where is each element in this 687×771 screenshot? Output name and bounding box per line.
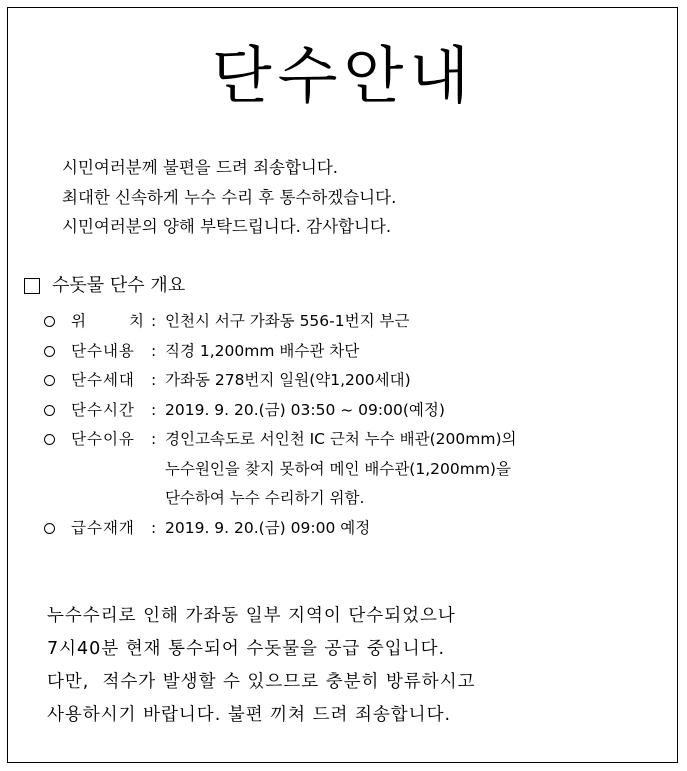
circle-bullet-icon bbox=[44, 316, 55, 327]
overview-heading-text: 수돗물 단수 개요 bbox=[52, 275, 186, 296]
detail-label: 급수재개 bbox=[71, 518, 135, 537]
detail-value-line: 단수하여 누수 수리하기 위함. bbox=[165, 489, 365, 507]
intro-line: 시민여러분의 양해 부탁드립니다. 감사합니다. bbox=[62, 217, 392, 236]
circle-bullet-icon bbox=[44, 523, 55, 534]
detail-colon: : bbox=[151, 312, 157, 330]
detail-colon: : bbox=[151, 341, 157, 360]
detail-value: 인천시 서구 가좌동 556-1번지 부근 bbox=[165, 312, 410, 330]
closing-line: 누수수리로 인해 가좌동 일부 지역이 단수되었으나 bbox=[47, 606, 456, 626]
detail-colon: : bbox=[151, 518, 157, 537]
detail-colon: : bbox=[151, 400, 157, 419]
detail-label: 단수내용 bbox=[71, 341, 135, 360]
detail-value: 직경 1,200mm 배수관 차단 bbox=[165, 341, 360, 360]
detail-label-part: 치 bbox=[129, 312, 145, 330]
detail-label-part: 위 bbox=[71, 312, 87, 330]
detail-label: 단수시간 bbox=[71, 400, 135, 419]
intro-line: 시민여러분께 불편을 드려 죄송합니다. bbox=[62, 158, 339, 177]
detail-row-reason bbox=[44, 425, 516, 514]
closing-line: 사용하시기 바랍니다. 불편 끼쳐 드려 죄송합니다. bbox=[47, 705, 452, 725]
detail-row-time bbox=[44, 396, 516, 426]
detail-value: 2019. 9. 20.(금) 03:50 ~ 09:00(예정) bbox=[165, 400, 445, 419]
closing-line: 7시40분 현재 통수되어 수돗물을 공급 중입니다. bbox=[47, 639, 446, 659]
intro-message bbox=[62, 153, 396, 242]
detail-label: 단수이유 bbox=[71, 430, 135, 448]
detail-colon: : bbox=[151, 371, 157, 389]
detail-label: 단수세대 bbox=[71, 371, 135, 389]
detail-label bbox=[71, 307, 145, 337]
detail-row-location bbox=[44, 307, 516, 337]
closing-line: 다만, 적수가 발생할 수 있으므로 충분히 방류하시고 bbox=[47, 672, 476, 692]
detail-value-line: 누수원인을 찾지 못하여 메인 배수관(1,200mm)을 bbox=[165, 459, 511, 478]
detail-value: 2019. 9. 20.(금) 09:00 예정 bbox=[165, 518, 371, 537]
detail-row-content bbox=[44, 337, 516, 367]
detail-row-resume bbox=[44, 514, 516, 544]
detail-row-households bbox=[44, 366, 516, 396]
circle-bullet-icon bbox=[44, 375, 55, 386]
closing-message bbox=[47, 600, 476, 732]
square-bullet-icon bbox=[24, 278, 40, 294]
overview-heading bbox=[24, 273, 185, 299]
detail-value-line: 경인고속도로 서인천 IC 근처 누수 배관(200mm)의 bbox=[165, 430, 517, 448]
detail-value bbox=[165, 425, 516, 514]
detail-colon: : bbox=[151, 430, 157, 448]
circle-bullet-icon bbox=[44, 434, 55, 445]
circle-bullet-icon bbox=[44, 405, 55, 416]
detail-value: 가좌동 278번지 일원(약1,200세대) bbox=[165, 371, 411, 389]
circle-bullet-icon bbox=[44, 346, 55, 357]
notice-title: 단수안내 bbox=[211, 39, 476, 112]
overview-list bbox=[44, 307, 516, 543]
intro-line: 최대한 신속하게 누수 수리 후 통수하겠습니다. bbox=[62, 187, 397, 207]
